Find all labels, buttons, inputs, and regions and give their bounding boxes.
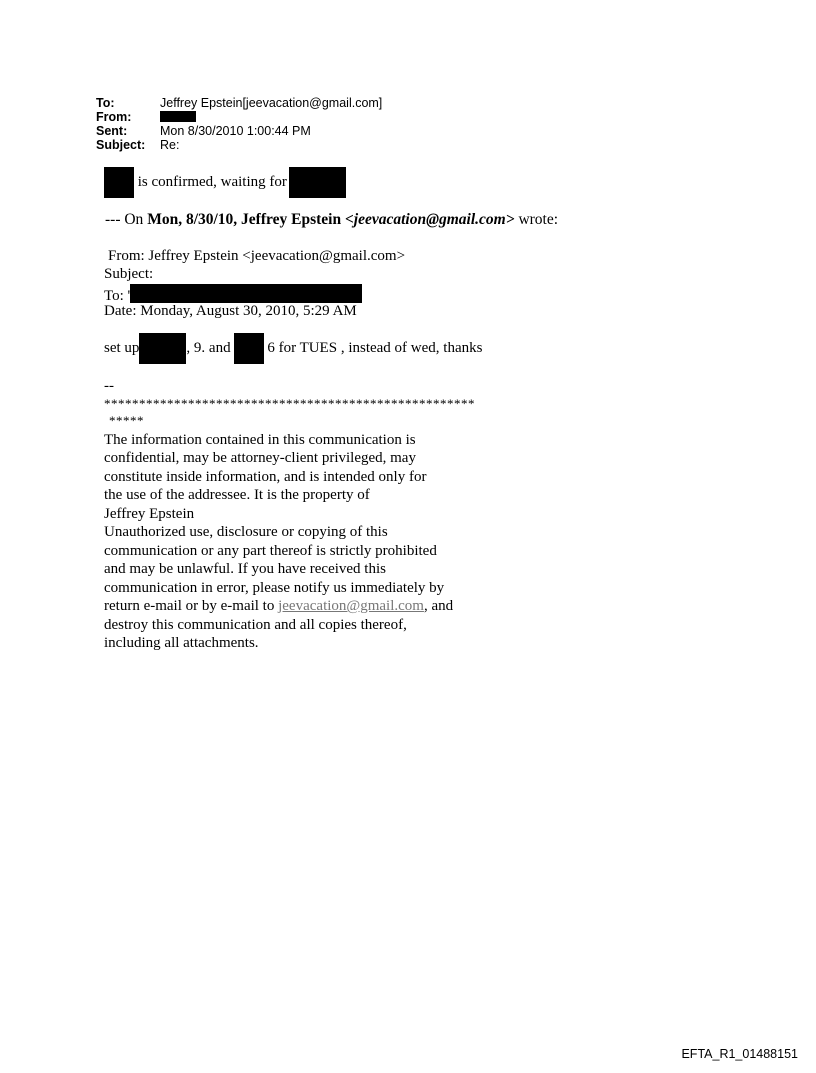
quote-suffix: wrote:	[514, 211, 559, 228]
quote-date: Mon, 8/30/10, Jeffrey Epstein	[147, 211, 345, 228]
signature-stars-long: *****************************************************	[104, 396, 475, 411]
original-date-line: Date: Monday, August 30, 2010, 5:29 AM	[104, 303, 357, 319]
redaction-bar	[289, 167, 346, 198]
from-value	[160, 110, 196, 124]
subject-label: Subject:	[96, 138, 146, 152]
disclaimer-return-line	[104, 597, 453, 615]
redaction-bar	[104, 167, 134, 198]
reply-text: is confirmed, waiting for	[134, 174, 287, 190]
redaction-bar	[234, 333, 264, 364]
disclaimer-line: constitute inside information, and is intended only for	[104, 469, 427, 485]
return-prefix: return e-mail or by e-mail to	[104, 598, 279, 614]
original-from-line: From: Jeffrey Epstein <jeevacation@gmail.com>	[108, 248, 406, 264]
quote-header	[105, 211, 558, 229]
disclaimer-line: communication or any part thereof is strictly prohibited	[104, 543, 437, 559]
to-label: To:	[96, 96, 115, 110]
disclaimer-line: confidential, may be attorney-client privileged, may	[104, 450, 416, 466]
original-to-label: To: '	[104, 288, 131, 304]
original-subject-line: Subject:	[104, 266, 154, 282]
disclaimer-line: destroy this communication and all copies thereof,	[104, 617, 407, 633]
sent-label: Sent:	[96, 124, 128, 138]
body-text-b: , 9. and	[186, 340, 235, 356]
disclaimer-line: The information contained in this communication is	[104, 432, 416, 448]
body-text-a: set up	[104, 340, 140, 356]
from-label: From:	[96, 110, 132, 124]
disclaimer-line: Jeffrey Epstein	[104, 506, 195, 522]
disclaimer-line: Unauthorized use, disclosure or copying of this	[104, 524, 388, 540]
original-body	[104, 333, 482, 365]
sent-value: Mon 8/30/2010 1:00:44 PM	[160, 124, 311, 138]
redaction-bar	[130, 284, 362, 303]
quote-email: <jeevacation@gmail.com>	[344, 211, 515, 228]
disclaimer-line: including all attachments.	[104, 635, 259, 651]
disclaimer-line: and may be unlawful. If you have received this	[104, 561, 386, 577]
quote-prefix: --- On	[105, 211, 148, 228]
email-link[interactable]: jeevacation@gmail.com	[278, 598, 424, 614]
signature-stars-short: *****	[109, 413, 144, 428]
return-suffix: , and	[423, 598, 454, 614]
redaction-bar	[160, 111, 196, 122]
reply-line	[104, 167, 346, 199]
disclaimer-line: the use of the addressee. It is the property of	[104, 487, 370, 503]
subject-value: Re:	[160, 138, 180, 152]
signature-dash: --	[104, 378, 114, 394]
to-value: Jeffrey Epstein[jeevacation@gmail.com]	[160, 96, 383, 110]
disclaimer-line: communication in error, please notify us immediately by	[104, 580, 445, 596]
redaction-bar	[139, 333, 186, 364]
body-text-c: 6 for TUES , instead of wed, thanks	[267, 340, 483, 356]
document-id: EFTA_R1_01488151	[681, 1047, 798, 1061]
